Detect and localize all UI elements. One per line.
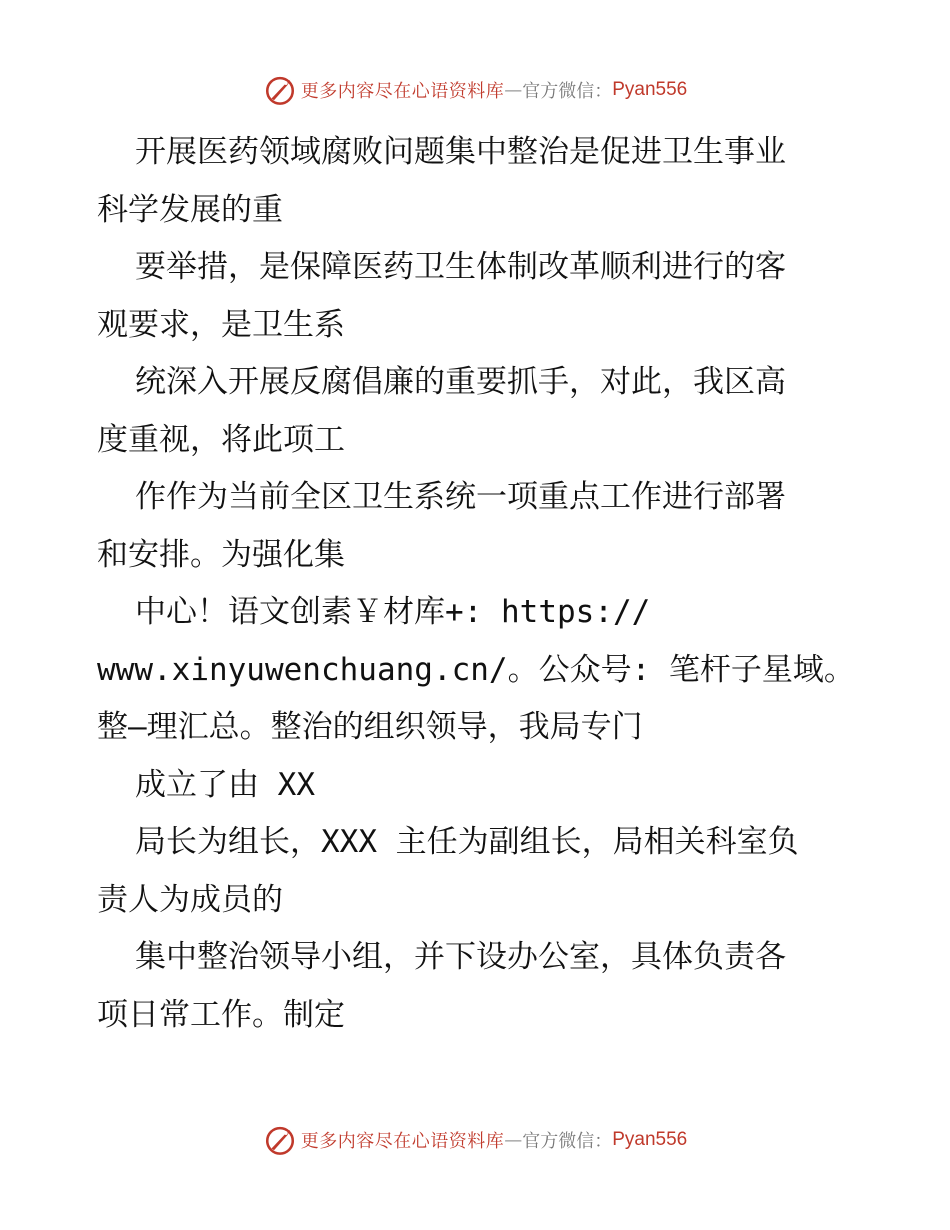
body-line: 要举措，是保障医药卫生体制改革顺利进行的客 (135, 249, 786, 285)
pen-nib-logo-icon (263, 73, 297, 107)
footer-banner (0, 1120, 950, 1160)
header-separator: — (504, 79, 523, 101)
header-wechat-id: Pyan556 (612, 79, 688, 100)
body-line: 科学发展的重 (97, 191, 283, 228)
body-line: 局长为组长，XXX 主任为副组长，局相关科室负 (135, 824, 799, 860)
header-wechat-label: 官方微信： (522, 81, 613, 102)
body-line: 作作为当前全区卫生系统一项重点工作进行部署 (135, 479, 786, 515)
pen-nib-logo-icon (263, 1123, 297, 1157)
body-line: 统深入开展反腐倡廉的重要抓手，对此，我区高 (135, 364, 786, 400)
body-line: 责人为成员的 (97, 881, 283, 918)
body-line: 集中整治领导小组，并下设办公室，具体负责各 (135, 939, 786, 975)
body-line: www.xinyuwenchuang.cn/。公众号: 笔杆子星域。 (97, 651, 855, 688)
footer-wechat-label: 官方微信： (522, 1131, 613, 1152)
body-line: 开展医药领域腐败问题集中整治是促进卫生事业 (135, 134, 786, 170)
body-line: 和安排。为强化集 (97, 536, 345, 573)
body-line: 项日常工作。制定 (97, 996, 345, 1033)
footer-wechat-id: Pyan556 (612, 1129, 688, 1150)
body-line: 整—理汇总。整治的组织领导，我局专门 (97, 709, 643, 745)
document-body (97, 124, 857, 1044)
header-brand-text: 更多内容尽在心语资料库 (300, 81, 505, 102)
body-line: 成立了由 XX (135, 766, 315, 803)
body-line: 中心！语文创素￥材库+: https:// (135, 594, 651, 630)
header-banner (0, 70, 950, 110)
body-line: 度重视，将此项工 (97, 421, 345, 458)
footer-separator: — (504, 1129, 523, 1151)
body-line: 观要求，是卫生系 (97, 306, 345, 343)
footer-brand-text: 更多内容尽在心语资料库 (300, 1131, 505, 1152)
